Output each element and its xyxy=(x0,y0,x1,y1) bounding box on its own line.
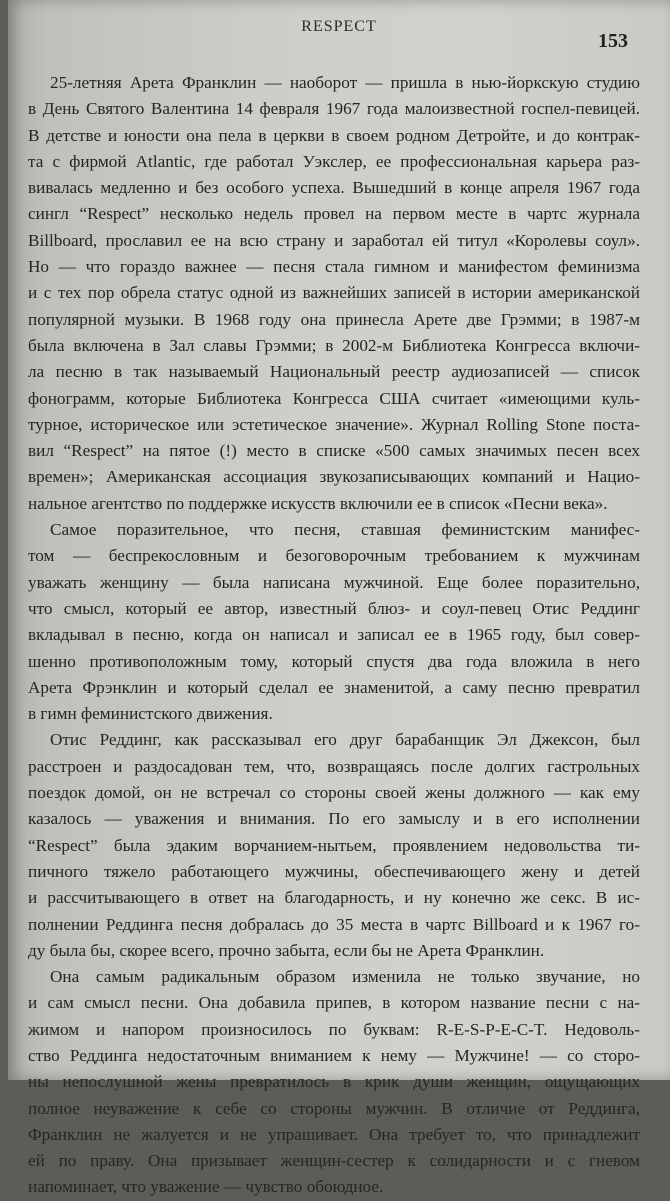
text-line: была включена в Зал славы Грэмми; в 2002-м Библиотека Конгресса включи- xyxy=(28,335,640,355)
text-line: расстроен и раздосадован тем, что, возвращаясь после долгих гастрольных xyxy=(28,756,640,776)
book-page xyxy=(8,0,670,1197)
text-line: нальное агентство по поддержке искусств включили ее в список «Песни века». xyxy=(28,493,608,513)
text-line: турное, историческое или эстетическое значение». Журнал Rolling Stone поста- xyxy=(28,414,640,434)
text-line: и рассчитывающего в ответ на благодарность, и ну конечно же секс. В ис- xyxy=(28,888,640,908)
text-line: В детстве и юности она пела в церкви в своем родном Детройте, и до контрак- xyxy=(28,125,640,145)
text-line: и с тех пор обрела статус одной из важнейших записей в истории американской xyxy=(28,283,640,303)
text-line: и сам смысл песни. Она добавила припев, в котором название песни с на- xyxy=(28,993,640,1013)
text-line: пичного тяжело работающего мужчины, обеспечивающего жену и детей xyxy=(28,861,640,881)
text-line: напоминает, что уважение — чувство обоюдное. xyxy=(28,1177,384,1197)
text-line: ны непослушной жены превратилось в крик души женщин, ощущающих xyxy=(28,1072,640,1092)
text-line: сингл “Respect” несколько недель провел на первом месте в чартс журнала xyxy=(28,204,640,224)
text-line: популярной музыки. В 1968 году она принесла Арете две Грэмми; в 1987-м xyxy=(28,309,640,329)
text-line: жимом и напором произносилось по буквам: R-E-S-P-E-C-T. Недоволь- xyxy=(28,1019,640,1039)
text-line: ду была бы, скорее всего, прочно забыта, если бы не Арета Франклин. xyxy=(28,940,545,960)
text-line: шенно противоположным тому, который спустя два года вложила в него xyxy=(28,651,640,671)
text-line: вил “Respect” на пятое (!) место в списке «500 самых значимых песен всех xyxy=(28,441,640,461)
text-line: Самое поразительное, что песня, ставшая феминистским манифес- xyxy=(50,520,640,540)
text-line: вкладывал в песню, когда он написал и записал ее в 1965 году, был совер- xyxy=(28,625,640,645)
text-line: полнении Реддинга песня добралась до 35 места в чартс Billboard и к 1967 го- xyxy=(28,914,640,934)
text-line: Billboard, прославил ее на всю страну и заработал ей титул «Королевы соул». xyxy=(28,230,640,250)
text-line: поездок домой, он не встречал со стороны своей жены должного — как ему xyxy=(28,783,640,803)
text-line: ство Реддинга недостаточным вниманием к нему — Мужчине! — со сторо- xyxy=(28,1045,640,1065)
running-head-title: RESPECT xyxy=(301,18,377,35)
text-line: казалось — уважения и внимания. По его замыслу и в его исполнении xyxy=(28,809,640,829)
text-line: Арета Фрэнклин и который сделал ее знаменитой, а саму песню превратил xyxy=(28,677,640,697)
text-line: времен»; Американская ассоциация звукозаписывающих компаний и Нацио- xyxy=(28,467,640,487)
text-line: том — беспрекословным и безоговорочным требованием к мужчинам xyxy=(28,546,640,566)
text-line: Франклин не жалуется и не упрашивает. Она требует то, что принадлежит xyxy=(28,1124,640,1144)
text-line: Но — что гораздо важнее — песня стала гимном и манифестом феминизма xyxy=(28,257,640,277)
text-line: что смысл, который ее автор, известный блюз- и соул-певец Отис Реддинг xyxy=(28,598,640,618)
text-line: фонограмм, которые Библиотека Конгресса США считает «имеющими куль- xyxy=(28,388,640,408)
text-line: уважать женщину — была написана мужчиной. Еще более поразительно, xyxy=(28,572,640,592)
text-line: вивалась медленно и без особого успеха. Вышедший в конце апреля 1967 года xyxy=(28,178,640,198)
text-line: 25-летняя Арета Франклин — наоборот — пришла в нью-йоркскую студию xyxy=(50,73,640,92)
body-text xyxy=(28,70,640,1201)
text-line: в гимн феминистского движения. xyxy=(28,704,273,724)
text-line: та с фирмой Atlantic, где работал Уэкслер, ее профессиональная карьера раз- xyxy=(28,151,640,171)
page-number: 153 xyxy=(598,30,628,52)
text-line: Она самым радикальным образом изменила не только звучание, но xyxy=(50,967,640,987)
text-line: ла песню в так называемый Национальный реестр аудиозаписей — список xyxy=(28,362,640,382)
text-line: ей по праву. Она призывает женщин-сестер к солидарности и с гневом xyxy=(28,1151,640,1171)
text-line: “Respect” была эдаким ворчанием-нытьем, проявлением недовольства ти- xyxy=(28,835,640,855)
text-line: Отис Реддинг, как рассказывал его друг барабанщик Эл Джексон, был xyxy=(50,730,640,750)
text-line: в День Святого Валентина 14 февраля 1967 года малоизвестной госпел-певицей. xyxy=(28,99,640,119)
text-line: полное неуважение к себе со стороны мужчин. В отличие от Реддинга, xyxy=(28,1098,640,1118)
